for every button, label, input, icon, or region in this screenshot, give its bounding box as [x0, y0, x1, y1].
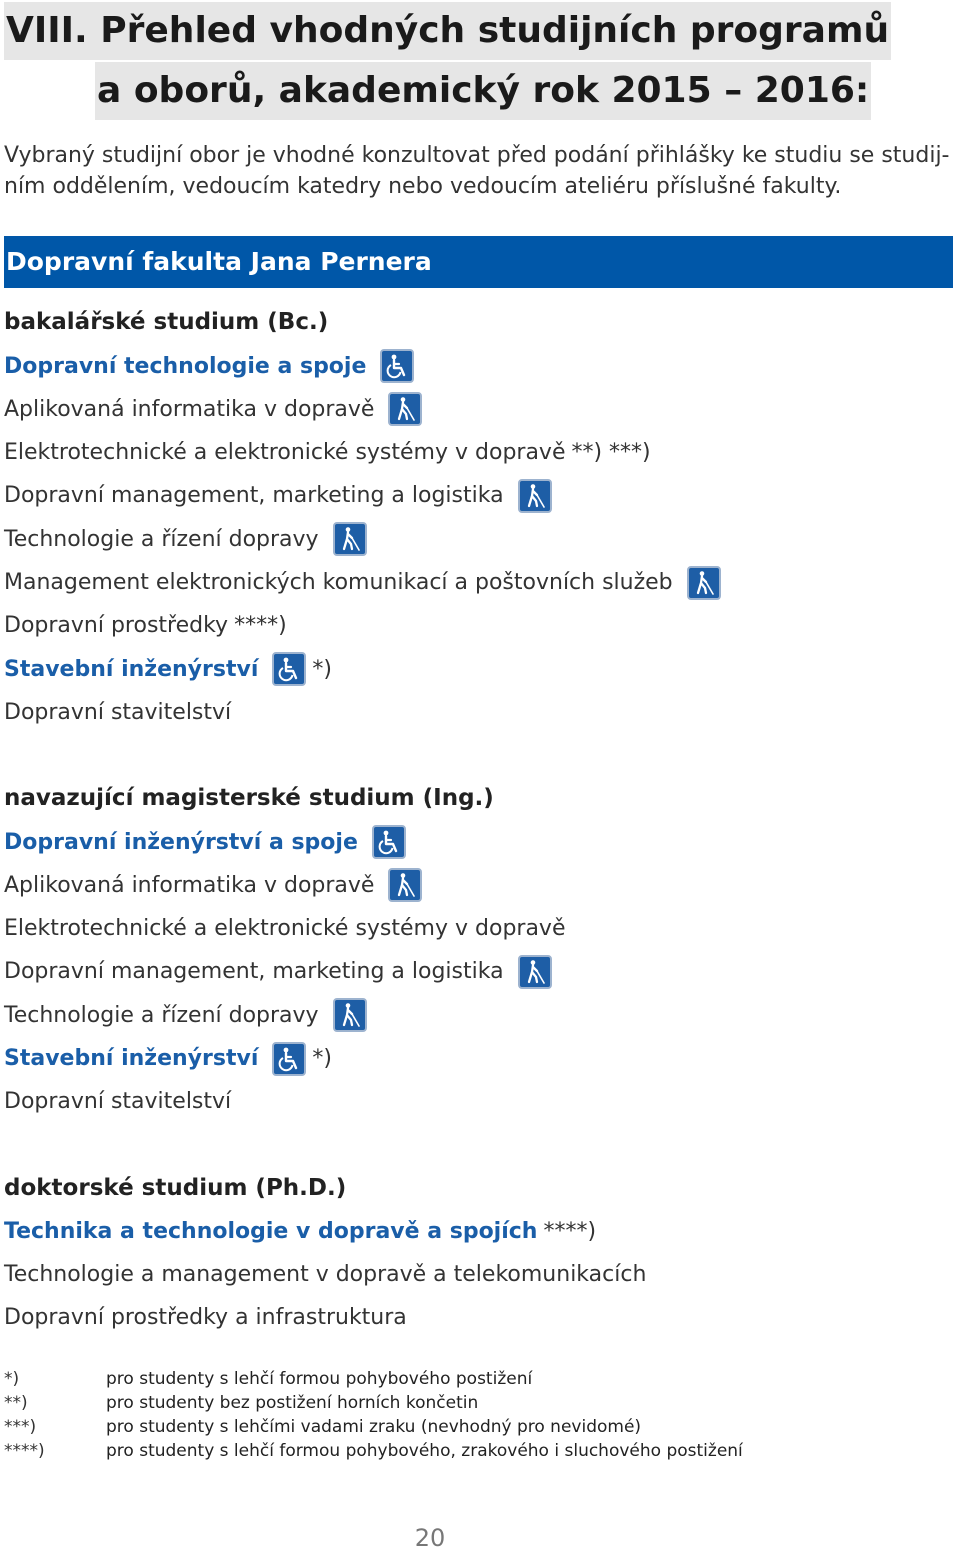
- program-row: [4, 1254, 646, 1294]
- program-name: Dopravní prostředky a infrastruktura: [4, 1305, 407, 1331]
- footnote-mark: *): [4, 1369, 20, 1389]
- program-row: [4, 563, 721, 603]
- program-name: Dopravní management, marketing a logistika: [4, 959, 504, 985]
- wheelchair-icon: [372, 825, 406, 859]
- program-name: Aplikovaná informatika v dopravě: [4, 872, 375, 898]
- program-row: [4, 519, 367, 559]
- program-name: Dopravní management, marketing a logistika: [4, 483, 504, 509]
- program-row: [4, 909, 565, 949]
- blind-person-icon: [333, 998, 367, 1032]
- program-row: [4, 1082, 231, 1122]
- program-row: [4, 433, 651, 473]
- program-row: [4, 1039, 332, 1079]
- program-name: Dopravní stavitelství: [4, 1089, 232, 1115]
- program-name: Elektrotechnické a elektronické systémy v dopravě: [4, 440, 566, 466]
- blind-person-icon: [388, 392, 422, 426]
- blind-person-icon: [388, 868, 422, 902]
- program-row: [4, 389, 422, 429]
- intro-line-1: Vybraný studijní obor je vhodné konzultovat před podání přihlášky ke studiu se studij-: [4, 143, 950, 168]
- blind-person-icon: [518, 479, 552, 513]
- wheelchair-icon: [272, 1042, 306, 1076]
- program-name: Dopravní stavitelství: [4, 699, 232, 725]
- program-row: [4, 606, 287, 646]
- program-footnote-mark: *): [312, 656, 332, 682]
- program-name: Management elektronických komunikací a poštovních služeb: [4, 570, 673, 595]
- page-title-line-1: VIII. Přehled vhodných studijních programů: [4, 2, 891, 60]
- page-title-line-2: a oborů, akademický rok 2015 – 2016:: [95, 62, 871, 120]
- blind-person-icon: [518, 955, 552, 989]
- program-name: Dopravní prostředky: [4, 613, 229, 639]
- section-heading-bc: bakalářské studium (Bc.): [4, 309, 329, 335]
- program-row: [4, 476, 552, 516]
- program-row: [4, 346, 414, 386]
- wheelchair-icon: [380, 349, 414, 383]
- program-row: [4, 692, 231, 732]
- footnote-text: pro studenty s lehčími vadami zraku (nevhodný pro nevidomé): [106, 1417, 642, 1437]
- program-row: [4, 1298, 407, 1338]
- program-name: Technika a technologie v dopravě a spojích: [4, 1218, 538, 1244]
- program-name: Dopravní technologie a spoje: [4, 353, 367, 379]
- program-name: Stavební inženýrství: [4, 656, 259, 682]
- footnote-mark: ****): [4, 1441, 45, 1461]
- program-row: [4, 822, 406, 862]
- footnote-mark: ***): [4, 1417, 37, 1437]
- footnote-text: pro studenty s lehčí formou pohybového, zrakového i sluchového postižení: [106, 1441, 743, 1461]
- footnote-text: pro studenty bez postižení horních končetin: [106, 1393, 479, 1413]
- program-name: Technologie a řízení dopravy: [4, 1002, 319, 1028]
- program-name: Stavební inženýrství: [4, 1046, 259, 1071]
- intro-line-2: ním oddělením, vedoucím katedry nebo vedoucím ateliéru příslušné fakulty.: [4, 174, 842, 199]
- blind-person-icon: [333, 522, 367, 556]
- blind-person-icon: [687, 566, 721, 600]
- intro-paragraph: [4, 140, 954, 202]
- program-row: [4, 995, 367, 1035]
- footnote-mark: **): [4, 1393, 28, 1413]
- program-name: Technologie a řízení dopravy: [4, 526, 319, 552]
- program-name: Technologie a management v dopravě a telekomunikacích: [4, 1261, 647, 1287]
- faculty-header: Dopravní fakulta Jana Pernera: [4, 236, 953, 288]
- program-row: [4, 649, 332, 689]
- program-footnote-mark: *): [312, 1046, 332, 1071]
- section-heading-phd: doktorské studium (Ph.D.): [4, 1175, 347, 1201]
- wheelchair-icon: [272, 652, 306, 686]
- program-row: [4, 952, 552, 992]
- footnote-text: pro studenty s lehčí formou pohybového postižení: [106, 1369, 533, 1389]
- program-row: [4, 865, 422, 905]
- program-row: [4, 1211, 596, 1251]
- program-footnote-mark: ****): [543, 1218, 597, 1244]
- program-name: Dopravní inženýrství a spoje: [4, 829, 358, 855]
- section-heading-ing: navazující magisterské studium (Ing.): [4, 785, 494, 811]
- program-name: Aplikovaná informatika v dopravě: [4, 396, 375, 422]
- page-number: 20: [414, 1524, 446, 1552]
- program-footnote-mark: **) ***): [571, 440, 651, 466]
- program-footnote-mark: ****): [234, 613, 287, 639]
- program-name: Elektrotechnické a elektronické systémy v dopravě: [4, 916, 566, 942]
